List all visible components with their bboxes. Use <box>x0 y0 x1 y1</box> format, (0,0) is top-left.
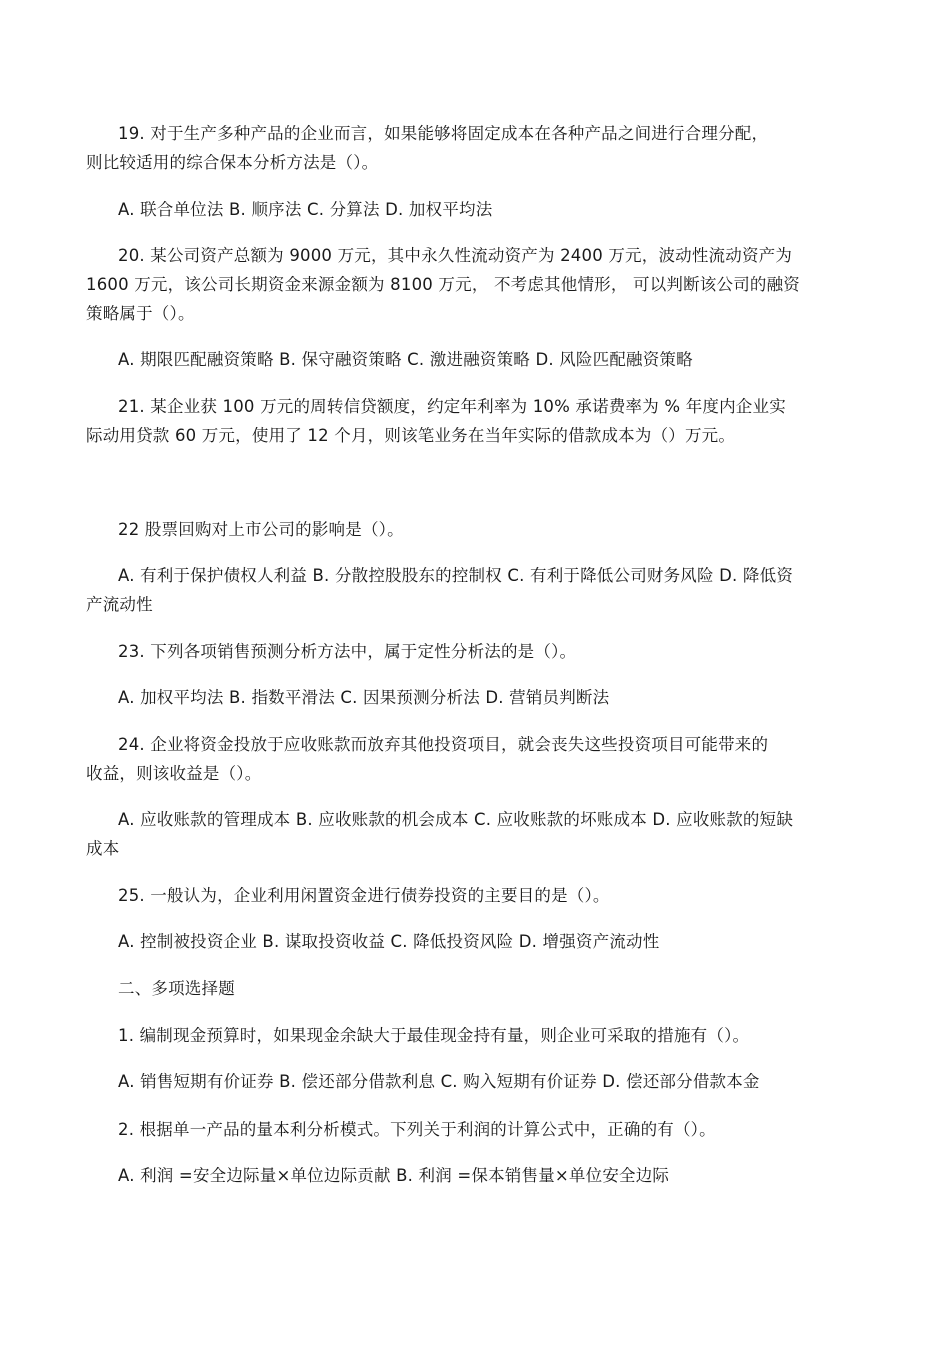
question-23-line-1: 23. 下列各项销售预测分析方法中，属于定性分析法的是（）。 <box>118 642 577 661</box>
question-22-options-line-2: 产流动性 <box>86 595 153 614</box>
multi-question-1-line-1: 1. 编制现金预算时，如果现金余缺大于最佳现金持有量，则企业可采取的措施有（）。 <box>118 1026 750 1045</box>
question-19-options: A. 联合单位法 B. 顺序法 C. 分算法 D. 加权平均法 <box>118 200 493 219</box>
question-23-options: A. 加权平均法 B. 指数平滑法 C. 因果预测分析法 D. 营销员判断法 <box>118 688 610 707</box>
question-24-options-line-1: A. 应收账款的管理成本 B. 应收账款的机会成本 C. 应收账款的坏账成本 D. 应收账款的短缺 <box>118 810 794 829</box>
question-22-options-line-1: A. 有利于保护债权人利益 B. 分散控股股东的控制权 C. 有利于降低公司财务风险 D. 降低资 <box>118 566 794 585</box>
question-19-line-2: 则比较适用的综合保本分析方法是（）。 <box>86 153 379 172</box>
question-24-line-1: 24. 企业将资金投放于应收账款而放弃其他投资项目，就会丧失这些投资项目可能带来的 <box>118 735 769 754</box>
multi-question-2-line-1: 2. 根据单一产品的量本利分析模式。下列关于利润的计算公式中，正确的有（）。 <box>118 1120 716 1139</box>
multi-question-1-options: A. 销售短期有价证券 B. 偿还部分借款利息 C. 购入短期有价证券 D. 偿还部分借款本金 <box>118 1072 760 1091</box>
question-19-line-1: 19. 对于生产多种产品的企业而言，如果能够将固定成本在各种产品之间进行合理分配， <box>118 124 769 143</box>
question-20-line-1: 20. 某公司资产总额为 9000 万元，其中永久性流动资产为 2400 万元，波动性流动资产为 <box>118 246 793 265</box>
question-25-line-1: 25. 一般认为，企业利用闲置资金进行债券投资的主要目的是（）。 <box>118 886 610 905</box>
question-21-line-1: 21. 某企业获 100 万元的周转信贷额度，约定年利率为 10% 承诺费率为 % 年度内企业实 <box>118 397 786 416</box>
question-20-line-3: 策略属于（）。 <box>86 304 195 323</box>
question-25-options: A. 控制被投资企业 B. 谋取投资收益 C. 降低投资风险 D. 增强资产流动性 <box>118 932 660 951</box>
question-21-line-2: 际动用贷款 60 万元，使用了 12 个月，则该笔业务在当年实际的借款成本为（）万元。 <box>86 426 736 445</box>
question-24-line-2: 收益，则该收益是（）。 <box>86 764 262 783</box>
section-heading-multiple-choice: 二、多项选择题 <box>118 979 235 998</box>
multi-question-2-options: A. 利润 =安全边际量×单位边际贡献 B. 利润 =保本销售量×单位安全边际 <box>118 1166 670 1185</box>
question-22-line-1: 22 股票回购对上市公司的影响是（）。 <box>118 520 404 539</box>
question-24-options-line-2: 成本 <box>86 839 120 858</box>
question-20-line-2: 1600 万元，该公司长期资金来源金额为 8100 万元， 不考虑其他情形， 可以判断该公司的融资 <box>86 275 801 294</box>
question-20-options: A. 期限匹配融资策略 B. 保守融资策略 C. 激进融资策略 D. 风险匹配融资策略 <box>118 350 693 369</box>
